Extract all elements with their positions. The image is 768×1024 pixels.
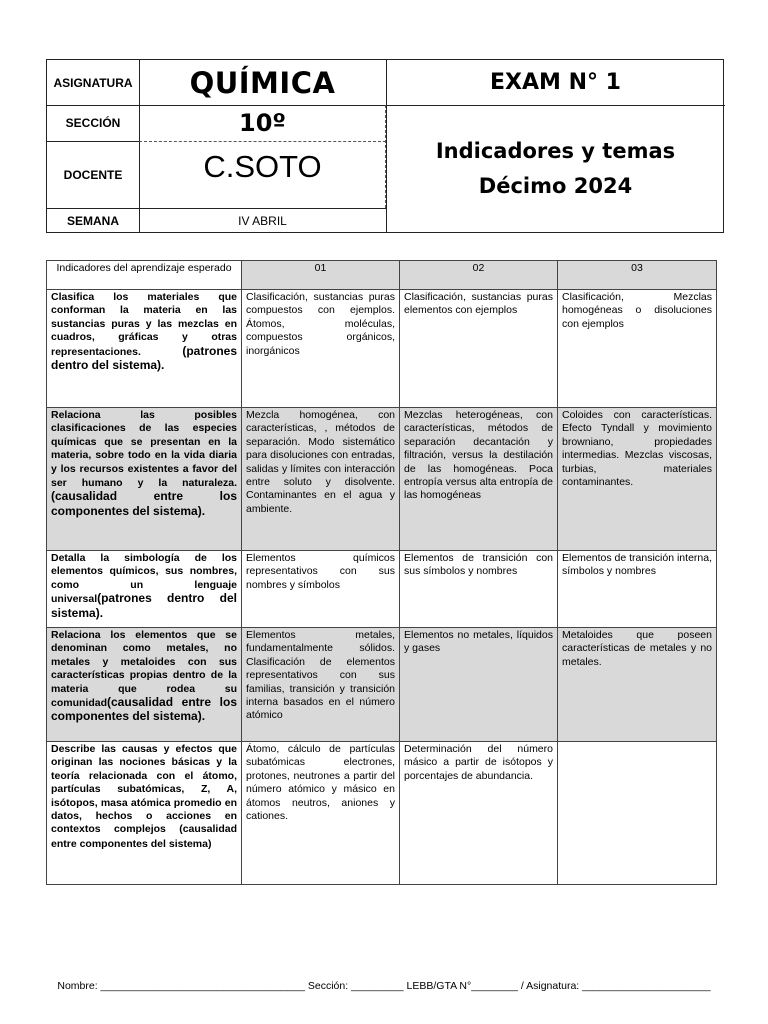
indicators-title	[386, 105, 725, 233]
indicator-text: Clasifica los materiales que conforman la materia en las sustancias puras y las mezclas en cuadros, gráficas y otras representaciones.	[51, 291, 237, 358]
topic-cell-02: Elementos no metales, líquidos y gases	[400, 628, 558, 742]
indicators-title-line1: Indicadores y temas	[435, 139, 676, 163]
table-header-row	[47, 261, 717, 290]
topic-cell-02: Clasificación, sustancias puras elementos con ejemplos	[400, 290, 558, 408]
teacher-label: DOCENTE	[63, 167, 123, 182]
indicator-text: Relaciona las posibles clasificaciones de las especies químicas que se presentan en la materia, sobre todo en la vida diaria y los recursos existentes a favor del ser humano y la naturaleza.	[51, 409, 237, 490]
section-label: SECCIÓN	[65, 116, 121, 130]
indicator-cell	[47, 551, 242, 628]
indicator-text: Describe las causas y efectos que originan las nociones básicas y la teoría relacionada con el átomo, partículas subatómicas, Z, A, isótopos, masa atómica promedio en datos, hechos o acciones en contextos complejos (causalidad entre componentes del sistema)	[51, 743, 237, 850]
teacher-value: C.SOTO	[203, 149, 322, 184]
week-value: IV ABRIL	[238, 213, 287, 228]
topic-cell-01: Mezcla homogénea, con características, , métodos de separación. Modo sistemático para disoluciones con entradas, salidas y límites con interacción entre soluto y disolvente. Contaminantes en el agua y ambiente.	[242, 408, 400, 551]
indicator-emphasis: (causalidad entre los componentes del sistema).	[51, 695, 237, 724]
student-info-line: Nombre: ___________________________________ Sección: _________ LEBB/GTA N°________ / Asignatura: ______________________	[57, 980, 711, 992]
topic-cell-01: Átomo, cálculo de partículas subatómicas electrones, protones, neutrones a partir del número atómico y másico en átomos neutros, aniones y cationes.	[242, 742, 400, 885]
topic-cell-03: Metaloides que poseen características de metales y no metales.	[558, 628, 717, 742]
indicator-cell	[47, 408, 242, 551]
indicator-text: Relaciona los elementos que se denominan como metales, no metales y metaloides con sus características propias dentro de la materia que rodea su comunidad	[51, 629, 237, 710]
topic-cell-03	[558, 742, 717, 885]
topic-cell-01: Clasificación, sustancias puras compuestos con ejemplos. Átomos, moléculas, compuestos orgánicos, inorgánicos	[242, 290, 400, 408]
table-row	[47, 408, 717, 551]
table-row	[47, 628, 717, 742]
indicators-title-line2: Décimo 2024	[478, 174, 633, 198]
topic-cell-02: Determinación del número másico a partir de isótopos y porcentajes de abundancia.	[400, 742, 558, 885]
table-row	[47, 290, 717, 408]
week-label: SEMANA	[66, 213, 119, 228]
topic-cell-03: Coloides con características. Efecto Tyndall y movimiento browniano, propiedades intermedias. Mezclas viscosas, turbias, materiales contaminantes.	[558, 408, 717, 551]
indicator-emphasis: (causalidad entre los componentes del sistema).	[51, 489, 237, 518]
section-value: 10º	[239, 109, 286, 137]
column-header-02: 02	[400, 261, 558, 290]
table-row	[47, 742, 717, 885]
indicator-emphasis: (patrones dentro del sistema).	[51, 591, 237, 620]
topic-cell-03: Elementos de transición interna, símbolos y nombres	[558, 551, 717, 628]
table-row	[47, 551, 717, 628]
indicator-emphasis: (patrones dentro del sistema).	[51, 343, 237, 373]
header-table	[46, 59, 724, 233]
column-header-01: 01	[242, 261, 400, 290]
indicators-table	[46, 260, 717, 885]
topic-cell-02: Elementos de transición con sus símbolos y nombres	[400, 551, 558, 628]
subject-label: ASIGNATURA	[53, 75, 133, 90]
indicator-cell	[47, 742, 242, 885]
indicator-cell	[47, 290, 242, 408]
topic-cell-01: Elementos químicos representativos con sus nombres y símbolos	[242, 551, 400, 628]
topic-cell-03: Clasificación, Mezclas homogéneas o disoluciones con ejemplos	[558, 290, 717, 408]
indicator-cell	[47, 628, 242, 742]
topic-cell-02: Mezclas heterogéneas, con características, métodos de separación decantación y filtración, versus la destilación de las homogéneas. Poca entropía versus alta entropía de las homogéneas	[400, 408, 558, 551]
exam-title: EXAM N° 1	[490, 70, 621, 95]
subject-value: QUÍMICA	[189, 65, 336, 100]
topic-cell-01: Elementos metales, fundamentalmente sólidos. Clasificación de elementos representativos con sus familias, transición y transición interna basados en el número atómico	[242, 628, 400, 742]
column-header-03: 03	[558, 261, 717, 290]
indicator-text: Detalla la simbología de los elementos químicos, sus nombres, como un lenguaje universal	[51, 552, 237, 606]
column-header-indicators: Indicadores del aprendizaje esperado	[47, 261, 242, 290]
